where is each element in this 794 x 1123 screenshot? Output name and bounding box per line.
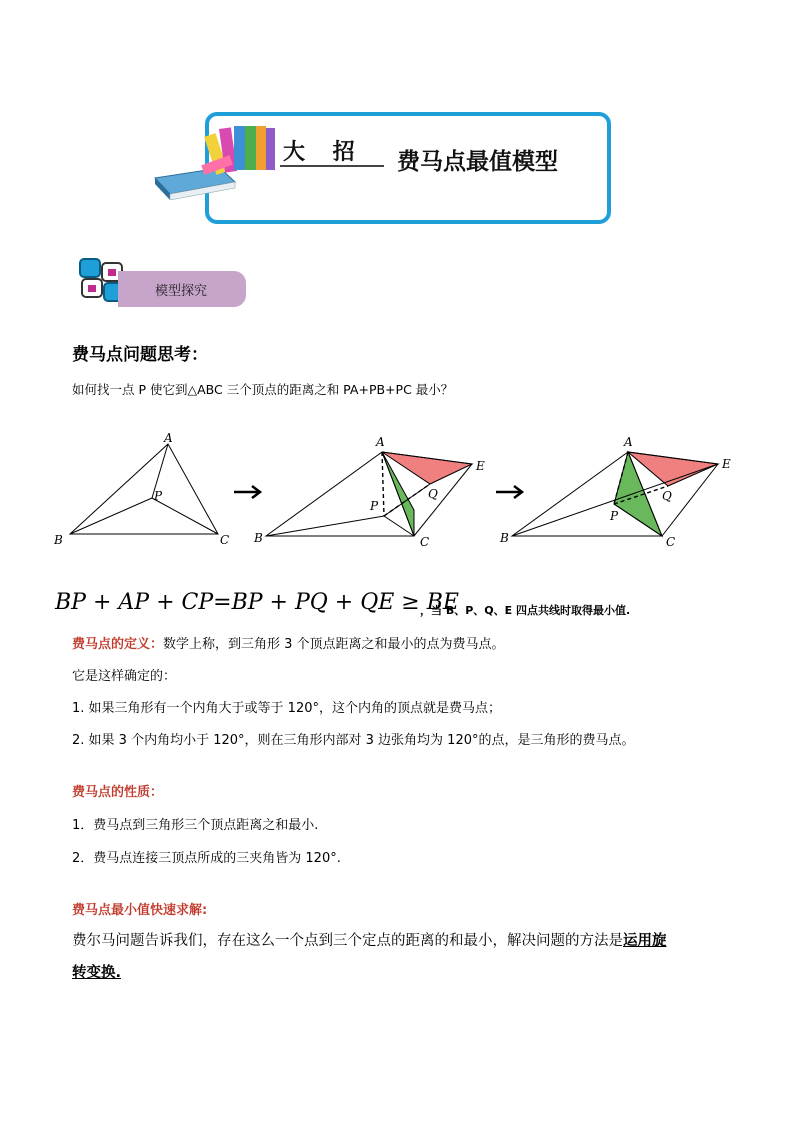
properties-item-2: 2．费马点连接三顶点所成的三夹角皆为 120°. — [72, 851, 341, 866]
definition-item-1: 1. 如果三角形有一个内角大于或等于 120°，这个内角的顶点就是费马点； — [72, 701, 501, 716]
properties-label: 费马点的性质： — [72, 785, 164, 800]
question-heading: 费马点问题思考： — [72, 345, 208, 365]
quick-solve-text: 费尔马问题告诉我们，存在这么一个点到三个定点的距离的和最小，解决问题的方法是 — [72, 933, 623, 949]
label-q: Q — [662, 489, 672, 503]
badge-underline — [280, 165, 384, 167]
label-q: Q — [428, 487, 438, 501]
label-a: A — [376, 435, 385, 449]
badge-text: 大 招 — [283, 139, 365, 165]
quick-solve-line-2 — [72, 961, 121, 982]
label-b: B — [500, 531, 509, 545]
label-e: E — [722, 457, 731, 471]
definition-text: 数学上称，到三角形 3 个顶点距离之和最小的点为费马点。 — [163, 637, 505, 652]
quick-solve-emphasis-1: 运用旋 — [623, 933, 667, 949]
section-tag-label: 模型探究 — [155, 284, 208, 299]
formula: BP + AP + CP=BP + PQ + QE ≥ BE — [55, 590, 459, 615]
label-b: B — [54, 533, 63, 547]
quick-solve-emphasis-2: 转变换. — [72, 965, 122, 981]
label-a: A — [164, 431, 173, 445]
formula-note: ，当 B、P、Q、E 四点共线时取得最小值. — [420, 604, 631, 617]
quick-solve-line-1 — [72, 929, 667, 950]
label-c: C — [420, 535, 430, 549]
books-icon — [150, 120, 285, 200]
arrow-icon — [234, 486, 260, 498]
figure-1 — [53, 431, 229, 547]
arrow-icon — [496, 486, 522, 498]
definition-line — [72, 633, 505, 652]
label-p: P — [370, 499, 379, 513]
page-title: 费马点最值模型 — [397, 148, 558, 175]
label-e: E — [476, 459, 485, 473]
question-text: 如何找一点 P 使它到△ABC 三个顶点的距离之和 PA+PB+PC 最小？ — [72, 382, 454, 397]
definition-intro: 它是这样确定的： — [72, 669, 177, 684]
fermat-diagrams — [48, 426, 748, 558]
definition-item-2: 2. 如果 3 个内角均小于 120°，则在三角形内部对 3 边张角均为 120°的点，是三角形的费马点。 — [72, 733, 635, 748]
label-p: P — [154, 489, 163, 503]
label-p: P — [610, 509, 619, 523]
label-a: A — [624, 435, 633, 449]
label-c: C — [220, 533, 230, 547]
properties-item-1: 1．费马点到三角形三个顶点距离之和最小. — [72, 818, 319, 833]
definition-label: 费马点的定义： — [72, 637, 164, 652]
figure-3 — [499, 435, 731, 549]
label-b: B — [254, 531, 263, 545]
label-c: C — [666, 535, 676, 549]
figure-2 — [253, 435, 485, 549]
quick-solve-label: 费马点最小值快速求解: — [72, 903, 208, 918]
